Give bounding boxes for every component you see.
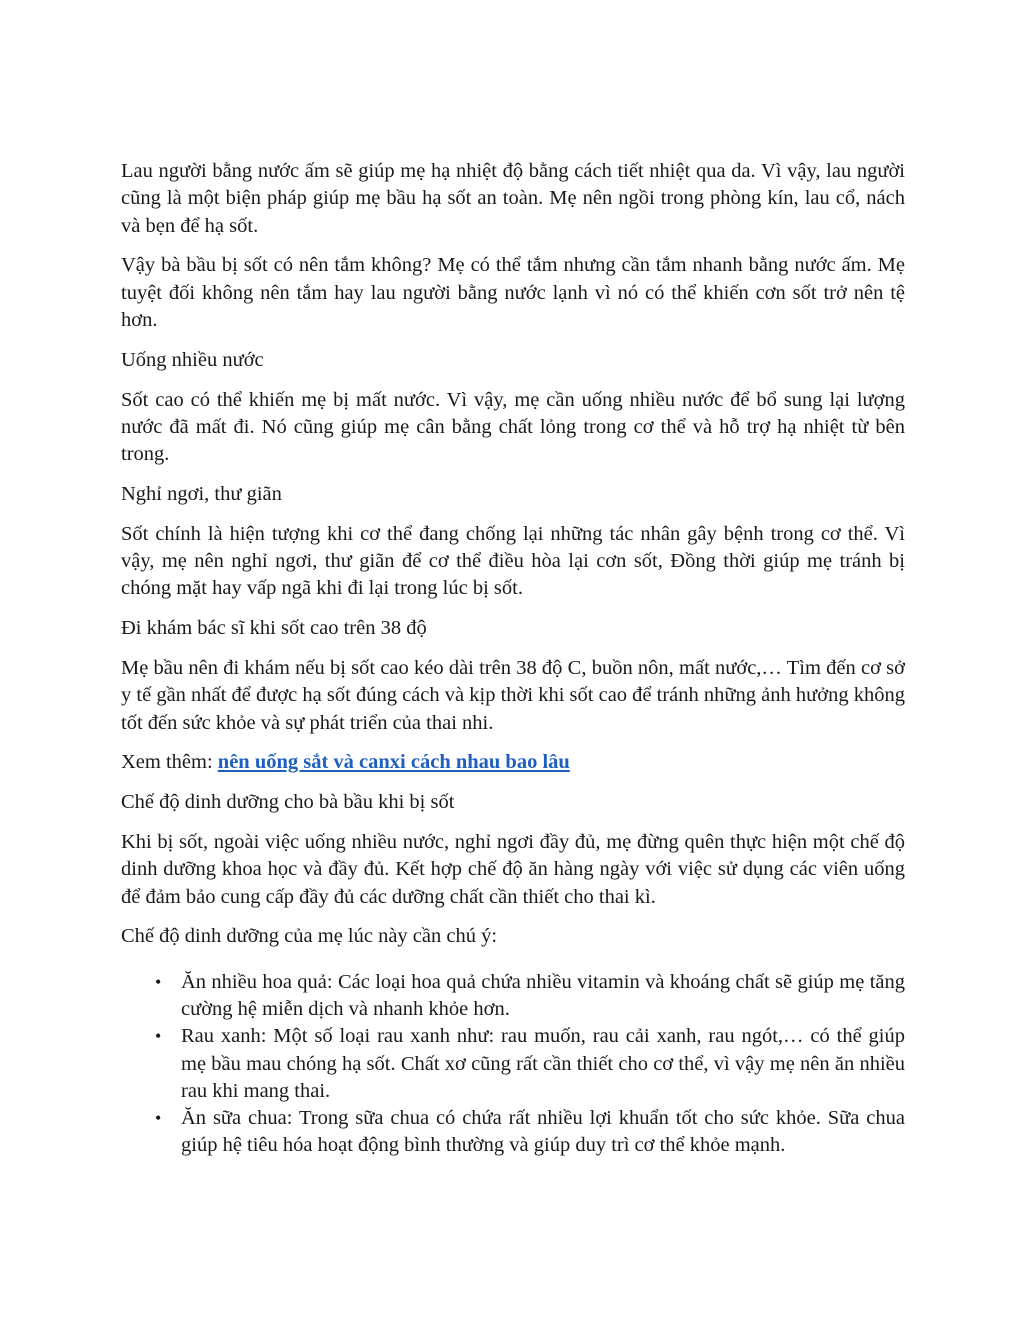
heading-rest: Nghỉ ngơi, thư giãn <box>121 482 282 505</box>
paragraph-bathing: Vậy bà bầu bị sốt có nên tắm không? Mẹ có thể tắm nhưng cần tắm nhanh bằng nước ấm. Mẹ tuyệt đối không nên tắm hay lau người bằng nước lạnh vì nó có thể khiến cơn sốt trở nên tệ hơn. <box>121 254 905 331</box>
list-item <box>121 1023 905 1105</box>
paragraph-nutrition-note: Chế độ dinh dưỡng của mẹ lúc này cần chú ý: <box>121 925 498 948</box>
see-more <box>121 749 905 776</box>
bullet-icon: • <box>155 971 162 992</box>
paragraph-sponge-bath: Lau người bằng nước ấm sẽ giúp mẹ hạ nhiệt độ bằng cách tiết nhiệt qua da. Vì vậy, lau người cũng là một biện pháp giúp mẹ bầu hạ sốt an toàn. Mẹ nên ngồi trong phòng kín, lau cổ, nách và bẹn để hạ sốt. <box>121 160 905 237</box>
document-body <box>121 158 905 1160</box>
list-item-text: Ăn nhiều hoa quả: Các loại hoa quả chứa nhiều vitamin và khoáng chất sẽ giúp mẹ tăng cường hệ miễn dịch và nhanh khỏe hơn. <box>181 970 905 1020</box>
see-more-link[interactable]: nên uống sắt và canxi cách nhau bao lâu <box>217 751 570 774</box>
nutrition-list <box>121 969 905 1160</box>
heading-drink-water: Uống nhiều nước <box>121 348 264 371</box>
list-item <box>121 969 905 1024</box>
paragraph-rest: Sốt chính là hiện tượng khi cơ thể đang chống lại những tác nhân gây bệnh trong cơ thể. Vì vậy, mẹ nên nghỉ ngơi, thư giãn để cơ thể điều hòa lại cơn sốt, Đồng thời giúp mẹ tránh bị chóng mặt hay vấp ngã khi đi lại trong lúc bị sốt. <box>121 522 905 600</box>
bullet-icon: • <box>155 1108 162 1129</box>
list-item-text: Rau xanh: Một số loại rau xanh như: rau muốn, rau cải xanh, rau ngót,… có thể giúp mẹ bầu mau chóng hạ sốt. Chất xơ cũng rất cần thiết cho cơ thể, vì vậy mẹ nên ăn nhiều rau khi mang thai. <box>181 1025 905 1102</box>
paragraph-nutrition: Khi bị sốt, ngoài việc uống nhiều nước, nghỉ ngơi đầy đủ, mẹ đừng quên thực hiện một chế độ dinh dưỡng khoa học và đầy đủ. Kết hợp chế độ ăn hàng ngày với việc sử dụng các viên uống để đảm bảo cung cấp đầy đủ các dưỡng chất cần thiết cho thai kì. <box>121 830 905 908</box>
see-more-prefix: Xem thêm: <box>121 751 218 774</box>
heading-nutrition: Chế độ dinh dưỡng cho bà bầu khi bị sốt <box>121 791 455 814</box>
paragraph-drink-water: Sốt cao có thể khiến mẹ bị mất nước. Vì vậy, mẹ cần uống nhiều nước để bổ sung lại lượng nước đã mất đi. Nó cũng giúp mẹ cân bằng chất lỏng trong cơ thể và hỗ trợ hạ nhiệt từ bên trong. <box>121 388 905 466</box>
heading-see-doctor: Đi khám bác sĩ khi sốt cao trên 38 độ <box>121 617 427 640</box>
paragraph-see-doctor: Mẹ bầu nên đi khám nếu bị sốt cao kéo dài trên 38 độ C, buồn nôn, mất nước,… Tìm đến cơ sở y tế gần nhất để được hạ sốt đúng cách và kịp thời khi sốt cao để tránh những ảnh hưởng không tốt đến sức khỏe và sự phát triển của thai nhi. <box>121 656 905 734</box>
bullet-icon: • <box>155 1026 162 1047</box>
list-item-text: Ăn sữa chua: Trong sữa chua có chứa rất nhiều lợi khuẩn tốt cho sức khỏe. Sữa chua giúp hệ tiêu hóa hoạt động bình thường và giúp duy trì cơ thể khỏe mạnh. <box>181 1107 905 1157</box>
list-item <box>121 1105 905 1160</box>
